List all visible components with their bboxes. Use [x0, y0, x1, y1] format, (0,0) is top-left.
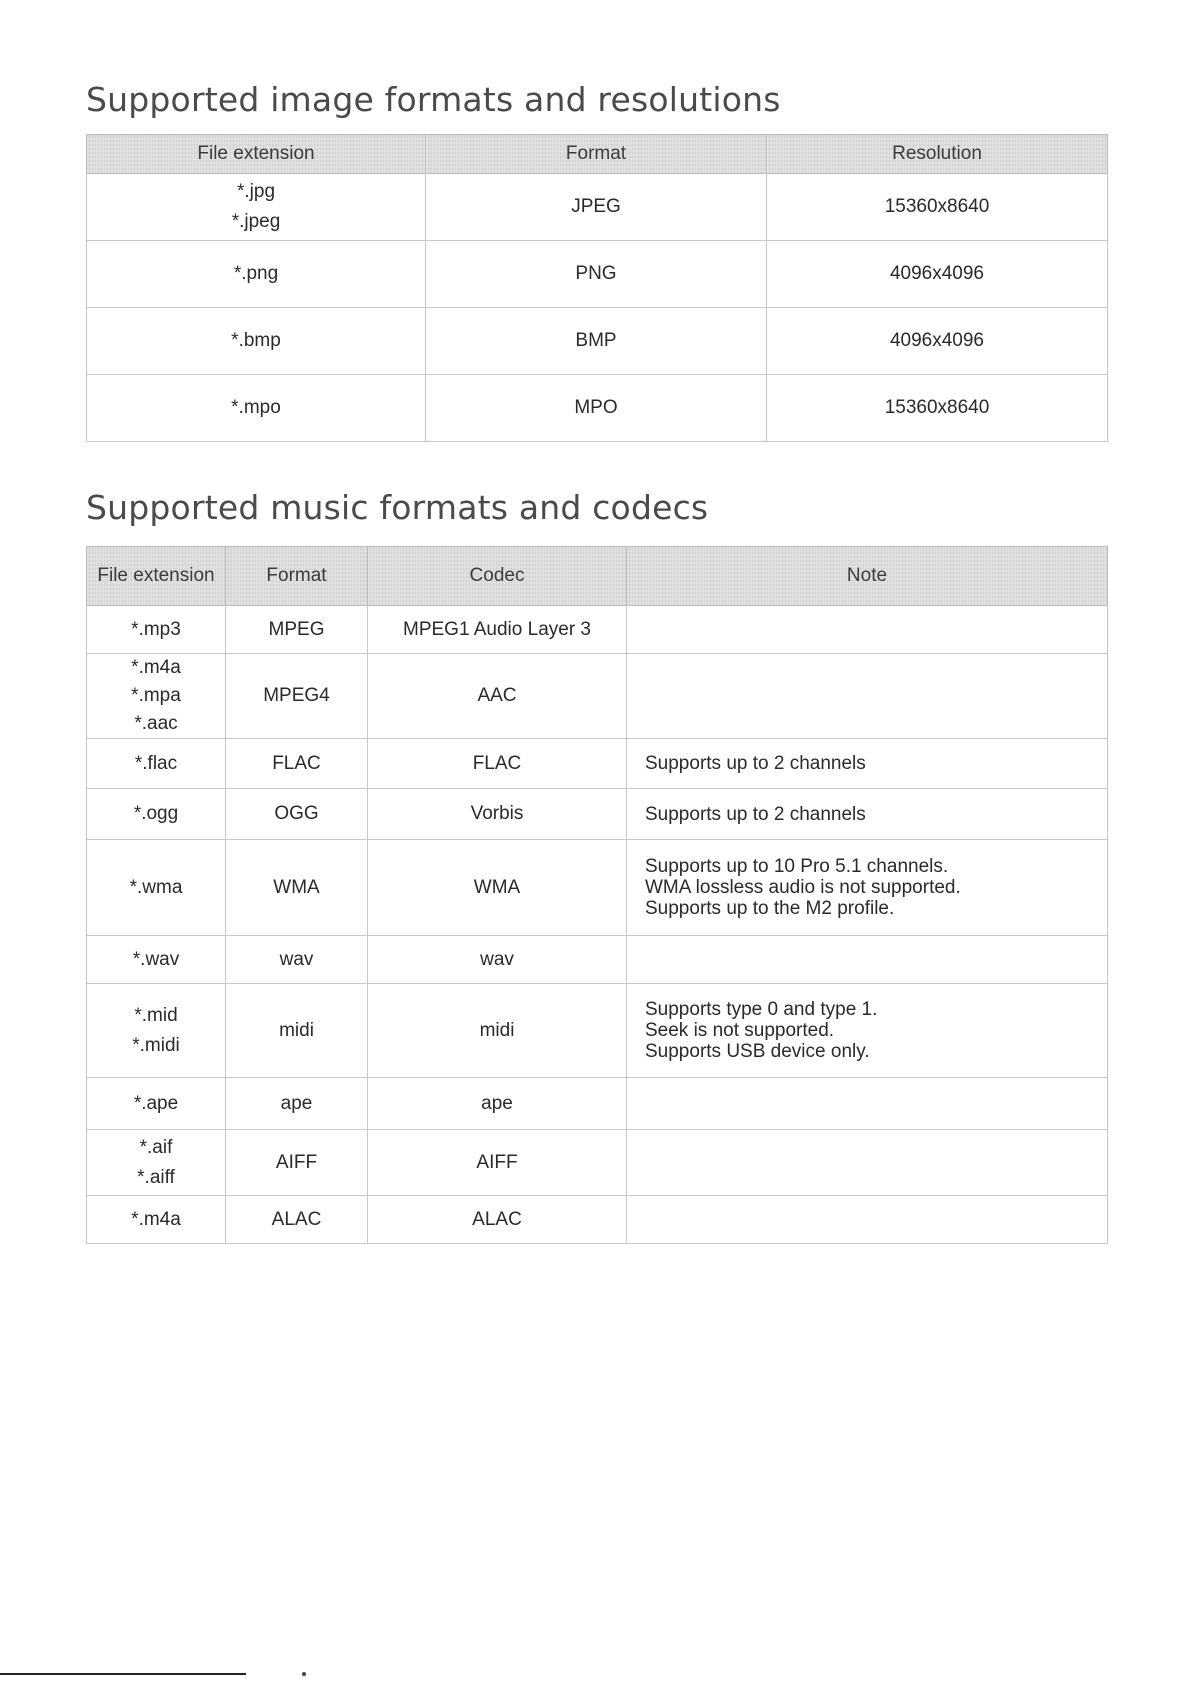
- note-cell: [627, 840, 1108, 936]
- codec-cell: FLAC: [368, 739, 627, 789]
- header-format: Format: [226, 547, 368, 606]
- extension-value: *.ogg: [133, 803, 179, 824]
- format-cell: BMP: [426, 308, 767, 375]
- image-formats-table: [86, 134, 1108, 442]
- codec-cell: ape: [368, 1078, 627, 1130]
- header-file-extension: File extension: [87, 547, 226, 606]
- codec-cell: AIFF: [368, 1130, 627, 1196]
- format-cell: midi: [226, 984, 368, 1078]
- table-row: [87, 789, 1108, 840]
- extension-cell: [87, 606, 226, 654]
- table-row: [87, 739, 1108, 789]
- extension-cell: [87, 241, 426, 308]
- footer-mark: [302, 1672, 306, 1676]
- extension-cell: [87, 936, 226, 984]
- format-cell: JPEG: [426, 174, 767, 241]
- format-cell: ape: [226, 1078, 368, 1130]
- format-cell: PNG: [426, 241, 767, 308]
- note-line: Seek is not supported.: [645, 1020, 835, 1041]
- extension-cell: [87, 739, 226, 789]
- extension-cell: [87, 840, 226, 936]
- extension-value: *.aac: [134, 713, 178, 734]
- note-cell: [627, 739, 1108, 789]
- header-resolution: Resolution: [767, 135, 1108, 174]
- extension-value: *.png: [233, 263, 279, 284]
- music-formats-table: [86, 546, 1108, 1244]
- image-formats-title: Supported image formats and resolutions: [86, 80, 781, 119]
- table-row: [87, 606, 1108, 654]
- table-row: [87, 375, 1108, 442]
- extension-value: *.aif: [139, 1136, 173, 1158]
- codec-cell: Vorbis: [368, 789, 627, 840]
- table-header-row: [87, 547, 1108, 606]
- extension-value: *.jpeg: [231, 211, 281, 232]
- extension-cell: [87, 308, 426, 375]
- format-cell: MPO: [426, 375, 767, 442]
- note-cell: [627, 1196, 1108, 1244]
- table-row: [87, 1130, 1108, 1196]
- header-file-extension: File extension: [87, 135, 426, 174]
- extension-cell: [87, 1130, 226, 1196]
- codec-cell: ALAC: [368, 1196, 627, 1244]
- note-cell: [627, 984, 1108, 1078]
- table-row: [87, 1078, 1108, 1130]
- extension-cell: [87, 789, 226, 840]
- extension-value: *.wma: [129, 876, 183, 898]
- music-formats-title: Supported music formats and codecs: [86, 488, 709, 527]
- table-row: [87, 936, 1108, 984]
- table-row: [87, 308, 1108, 375]
- note-cell: [627, 1078, 1108, 1130]
- note-line: Supports up to 2 channels: [645, 803, 866, 825]
- table-row: [87, 174, 1108, 241]
- extension-value: *.bmp: [231, 330, 281, 351]
- format-cell: wav: [226, 936, 368, 984]
- format-cell: MPEG4: [226, 654, 368, 739]
- codec-cell: wav: [368, 936, 627, 984]
- header-note: Note: [627, 547, 1108, 606]
- extension-value: *.mid: [134, 1004, 178, 1026]
- extension-value: *.mp3: [131, 618, 181, 640]
- note-line: WMA lossless audio is not supported.: [645, 877, 961, 898]
- format-cell: ALAC: [226, 1196, 368, 1244]
- resolution-cell: 4096x4096: [767, 308, 1108, 375]
- note-line: Supports up to 10 Pro 5.1 channels.: [645, 856, 949, 877]
- note-cell: [627, 789, 1108, 840]
- extension-value: *.aiff: [137, 1166, 175, 1188]
- table-row: [87, 241, 1108, 308]
- extension-value: *.m4a: [131, 657, 181, 678]
- note-cell: [627, 606, 1108, 654]
- footnote-divider: [0, 1673, 246, 1675]
- extension-cell: [87, 1196, 226, 1244]
- format-cell: FLAC: [226, 739, 368, 789]
- note-cell: [627, 936, 1108, 984]
- table-row: [87, 654, 1108, 739]
- extension-cell: [87, 1078, 226, 1130]
- extension-cell: [87, 375, 426, 442]
- extension-value: *.midi: [132, 1034, 180, 1056]
- table-row: [87, 1196, 1108, 1244]
- extension-cell: [87, 654, 226, 739]
- note-cell: [627, 654, 1108, 739]
- format-cell: AIFF: [226, 1130, 368, 1196]
- codec-cell: midi: [368, 984, 627, 1078]
- header-codec: Codec: [368, 547, 627, 606]
- resolution-cell: 4096x4096: [767, 241, 1108, 308]
- extension-cell: [87, 174, 426, 241]
- header-format: Format: [426, 135, 767, 174]
- extension-value: *.mpo: [231, 397, 281, 418]
- extension-value: *.ape: [133, 1092, 179, 1114]
- note-line: Supports up to the M2 profile.: [645, 898, 895, 919]
- table-row: [87, 984, 1108, 1078]
- extension-value: *.flac: [134, 752, 178, 774]
- table-row: [87, 840, 1108, 936]
- extension-value: *.mpa: [131, 685, 181, 706]
- table-header-row: [87, 135, 1108, 174]
- resolution-cell: 15360x8640: [767, 375, 1108, 442]
- codec-cell: AAC: [368, 654, 627, 739]
- format-cell: WMA: [226, 840, 368, 936]
- note-line: Supports USB device only.: [645, 1041, 870, 1062]
- extension-value: *.m4a: [131, 1208, 181, 1230]
- format-cell: OGG: [226, 789, 368, 840]
- note-line: Supports type 0 and type 1.: [645, 999, 878, 1020]
- resolution-cell: 15360x8640: [767, 174, 1108, 241]
- codec-cell: WMA: [368, 840, 627, 936]
- note-line: Supports up to 2 channels: [645, 753, 866, 774]
- codec-cell: MPEG1 Audio Layer 3: [368, 606, 627, 654]
- extension-value: *.jpg: [236, 181, 276, 202]
- note-cell: [627, 1130, 1108, 1196]
- format-cell: MPEG: [226, 606, 368, 654]
- extension-cell: [87, 984, 226, 1078]
- extension-value: *.wav: [132, 948, 180, 970]
